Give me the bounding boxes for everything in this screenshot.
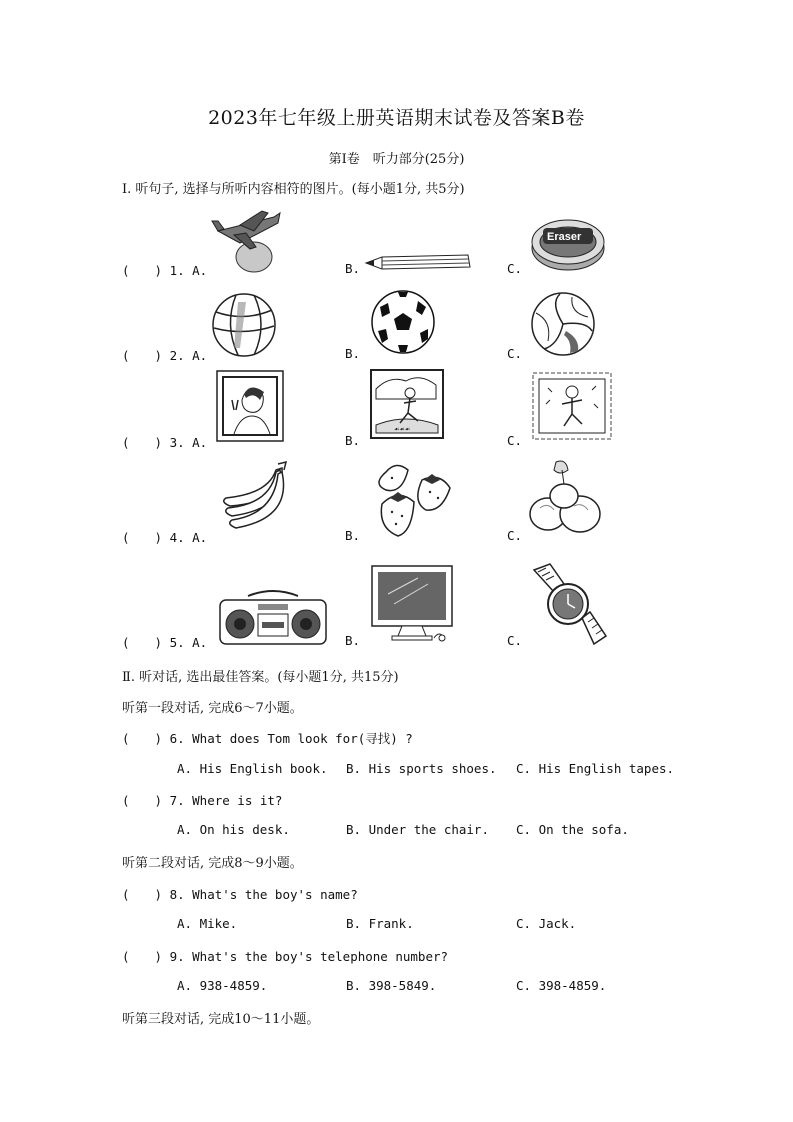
dialog-1-instruction: 听第一段对话, 完成6～7小题。 [122,701,303,716]
q5-option-b: B. [345,633,361,648]
radio-cassette-icon [218,588,328,646]
q2-option-c: C. [507,346,523,361]
q8-stem: ( ) 8. What's the boy's name? [122,887,358,902]
q8-option-c: C. Jack. [516,916,577,931]
q3-option-b: B. [345,433,361,448]
q9-option-a: A. 938-4859. [177,978,268,993]
q6-option-a: A. His English book. [177,761,328,776]
q7-option-c: C. On the sofa. [516,822,629,837]
section-2-heading: Ⅱ. 听对话, 选出最佳答案。(每小题1分, 共15分) [122,670,399,685]
q7-option-a: A. On his desk. [177,822,290,837]
q6-option-b: B. His sports shoes. [346,761,497,776]
dialog-3-instruction: 听第三段对话, 完成10～11小题。 [122,1012,320,1027]
bananas-icon [212,458,296,534]
soccer-ball-icon [370,289,436,355]
q1-option-c: C. [507,261,523,276]
airplane-icon [210,205,285,273]
q5-label: ( ) 5. A. [122,635,208,650]
q4-option-c: C. [507,528,523,543]
part-title: 第Ⅰ卷 听力部分(25分) [328,152,465,167]
dancing-boy-picture-icon [530,370,614,442]
q3-label: ( ) 3. A. [122,435,208,450]
q6-option-c: C. His English tapes. [516,761,675,776]
basketball-icon [210,292,278,358]
q4-label: ( ) 4. A. [122,530,208,545]
q4-option-b: B. [345,528,361,543]
q2-label: ( ) 2. A. [122,348,208,363]
volleyball-icon [530,291,596,357]
dialog-2-instruction: 听第二段对话, 完成8～9小题。 [122,856,303,871]
girl-photo-icon [216,370,284,442]
eraser-label: Eraser [547,231,582,243]
strawberries-icon [368,458,454,538]
q9-option-c: C. 398-4859. [516,978,607,993]
q3-option-c: C. [507,433,523,448]
q1-label: ( ) 1. A. [122,263,208,278]
q9-stem: ( ) 9. What's the boy's telephone number? [122,949,449,964]
q9-option-b: B. 398-5849. [346,978,437,993]
pencil-icon [360,254,472,272]
section-1-heading: Ⅰ. 听句子, 选择与所听内容相符的图片。(每小题1分, 共5分) [122,182,465,197]
boy-running-picture-icon [370,369,444,439]
svg-text:☙☙☙: ☙☙☙ [394,426,411,433]
q5-option-c: C. [507,633,523,648]
q1-option-b: B. [345,261,361,276]
wristwatch-icon [528,562,608,646]
computer-monitor-icon [368,564,460,646]
q2-option-b: B. [345,346,361,361]
page-title: 2023年七年级上册英语期末试卷及答案B卷 [208,107,585,129]
lemons-icon [526,458,604,538]
q7-option-b: B. Under the chair. [346,822,489,837]
q8-option-b: B. Frank. [346,916,414,931]
q7-stem: ( ) 7. Where is it? [122,793,283,808]
q6-stem: ( ) 6. What does Tom look for(寻找) ? [122,731,413,746]
q8-option-a: A. Mike. [177,916,238,931]
